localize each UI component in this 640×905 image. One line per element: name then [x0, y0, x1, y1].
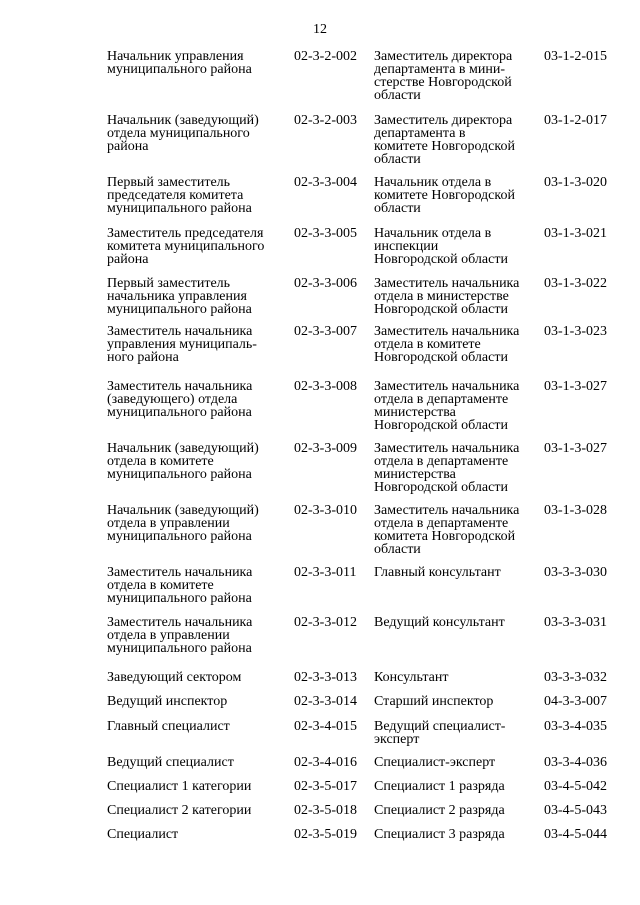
regional-position-code: 03-3-3-031: [544, 615, 607, 630]
municipal-position-code: 02-3-3-007: [294, 324, 357, 339]
municipal-position-code: 02-3-3-004: [294, 175, 357, 190]
table-row: [107, 616, 627, 671]
municipal-position-title: Специалист 1 категории: [107, 779, 252, 794]
regional-position-title: Специалист 2 разряда: [374, 803, 505, 818]
regional-position-code: 03-1-3-023: [544, 324, 607, 339]
municipal-position-title: Ведущий специалист: [107, 755, 234, 770]
municipal-position-code: 02-3-5-017: [294, 779, 357, 794]
table-row: [107, 780, 627, 804]
regional-position-code: 03-3-4-036: [544, 755, 607, 770]
municipal-position-title: Первый заместитель председателя комитета муниципального района: [107, 175, 252, 216]
table-row: [107, 828, 627, 852]
regional-position-code: 03-1-3-027: [544, 441, 607, 456]
regional-position-title: Главный консультант: [374, 565, 501, 580]
municipal-position-code: 02-3-3-009: [294, 441, 357, 456]
regional-position-title: Ведущий консультант: [374, 615, 505, 630]
table-row: [107, 380, 627, 442]
municipal-position-code: 02-3-4-015: [294, 719, 357, 734]
table-row: [107, 504, 627, 566]
municipal-position-title: Начальник управления муниципального района: [107, 49, 252, 77]
table-row: [107, 114, 627, 176]
municipal-position-title: Начальник (заведующий) отдела муниципального района: [107, 113, 259, 154]
regional-position-title: Специалист 1 разряда: [374, 779, 505, 794]
municipal-position-title: Заместитель начальника отдела в управлении муниципального района: [107, 615, 253, 656]
regional-position-title: Консультант: [374, 670, 449, 685]
regional-position-code: 03-1-3-020: [544, 175, 607, 190]
municipal-position-title: Специалист 2 категории: [107, 803, 252, 818]
municipal-position-title: Заместитель председателя комитета муниципального района: [107, 226, 265, 267]
table-row: [107, 720, 627, 756]
table-row: [107, 442, 627, 504]
regional-position-title: Заместитель начальника отдела в комитете Новгородской области: [374, 324, 520, 365]
municipal-position-title: Заместитель начальника управления муниципаль- ного района: [107, 324, 257, 365]
table-row: [107, 695, 627, 720]
regional-position-title: Заместитель директора департамента в мини- стерстве Новгородской области: [374, 49, 513, 103]
regional-position-code: 03-3-3-030: [544, 565, 607, 580]
table-row: [107, 176, 627, 227]
municipal-position-title: Ведущий инспектор: [107, 694, 228, 709]
municipal-position-title: Первый заместитель начальника управления муниципального района: [107, 276, 252, 317]
municipal-position-code: 02-3-3-006: [294, 276, 357, 291]
regional-position-title: Ведущий специалист- эксперт: [374, 719, 506, 747]
regional-position-title: Заместитель начальника отдела в министерстве Новгородской области: [374, 276, 520, 317]
regional-position-title: Специалист 3 разряда: [374, 827, 505, 842]
regional-position-title: Начальник отдела в инспекции Новгородской области: [374, 226, 508, 267]
regional-position-title: Заместитель начальника отдела в департаменте министерства Новгородской области: [374, 441, 520, 495]
regional-position-title: Заместитель начальника отдела в департаменте министерства Новгородской области: [374, 379, 520, 433]
regional-position-code: 04-3-3-007: [544, 694, 607, 709]
table-row: [107, 804, 627, 828]
regional-position-title: Заместитель директора департамента в комитете Новгородской области: [374, 113, 515, 167]
regional-position-code: 03-1-3-021: [544, 226, 607, 241]
municipal-position-title: Заместитель начальника отдела в комитете муниципального района: [107, 565, 253, 606]
position-correspondence-table: [107, 50, 627, 852]
municipal-position-title: Главный специалист: [107, 719, 230, 734]
regional-position-code: 03-1-3-022: [544, 276, 607, 291]
municipal-position-code: 02-3-5-019: [294, 827, 357, 842]
regional-position-title: Заместитель начальника отдела в департаменте комитета Новгородской области: [374, 503, 520, 557]
municipal-position-code: 02-3-3-008: [294, 379, 357, 394]
regional-position-code: 03-1-3-027: [544, 379, 607, 394]
municipal-position-code: 02-3-2-002: [294, 49, 357, 64]
municipal-position-code: 02-3-3-012: [294, 615, 357, 630]
municipal-position-title: Заведующий сектором: [107, 670, 242, 685]
municipal-position-code: 02-3-5-018: [294, 803, 357, 818]
municipal-position-code: 02-3-3-011: [294, 565, 357, 580]
regional-position-code: 03-1-3-028: [544, 503, 607, 518]
municipal-position-title: Специалист: [107, 827, 179, 842]
table-row: [107, 566, 627, 616]
table-row: [107, 277, 627, 325]
regional-position-title: Начальник отдела в комитете Новгородской области: [374, 175, 515, 216]
municipal-position-title: Начальник (заведующий) отдела в управлении муниципального района: [107, 503, 259, 544]
regional-position-code: 03-1-2-017: [544, 113, 607, 128]
municipal-position-code: 02-3-3-014: [294, 694, 357, 709]
regional-position-code: 03-3-3-032: [544, 670, 607, 685]
table-row: [107, 756, 627, 780]
municipal-position-code: 02-3-4-016: [294, 755, 357, 770]
municipal-position-code: 02-3-2-003: [294, 113, 357, 128]
regional-position-code: 03-1-2-015: [544, 49, 607, 64]
municipal-position-title: Начальник (заведующий) отдела в комитете муниципального района: [107, 441, 259, 482]
regional-position-code: 03-4-5-042: [544, 779, 607, 794]
municipal-position-title: Заместитель начальника (заведующего) отдела муниципального района: [107, 379, 253, 420]
municipal-position-code: 02-3-3-013: [294, 670, 357, 685]
table-row: [107, 227, 627, 277]
regional-position-title: Специалист-эксперт: [374, 755, 496, 770]
table-row: [107, 50, 627, 114]
table-row: [107, 325, 627, 380]
municipal-position-code: 02-3-3-005: [294, 226, 357, 241]
table-row: [107, 671, 627, 695]
regional-position-code: 03-3-4-035: [544, 719, 607, 734]
municipal-position-code: 02-3-3-010: [294, 503, 357, 518]
regional-position-code: 03-4-5-043: [544, 803, 607, 818]
regional-position-title: Старший инспектор: [374, 694, 494, 709]
regional-position-code: 03-4-5-044: [544, 827, 607, 842]
page-number: 12: [313, 22, 327, 37]
